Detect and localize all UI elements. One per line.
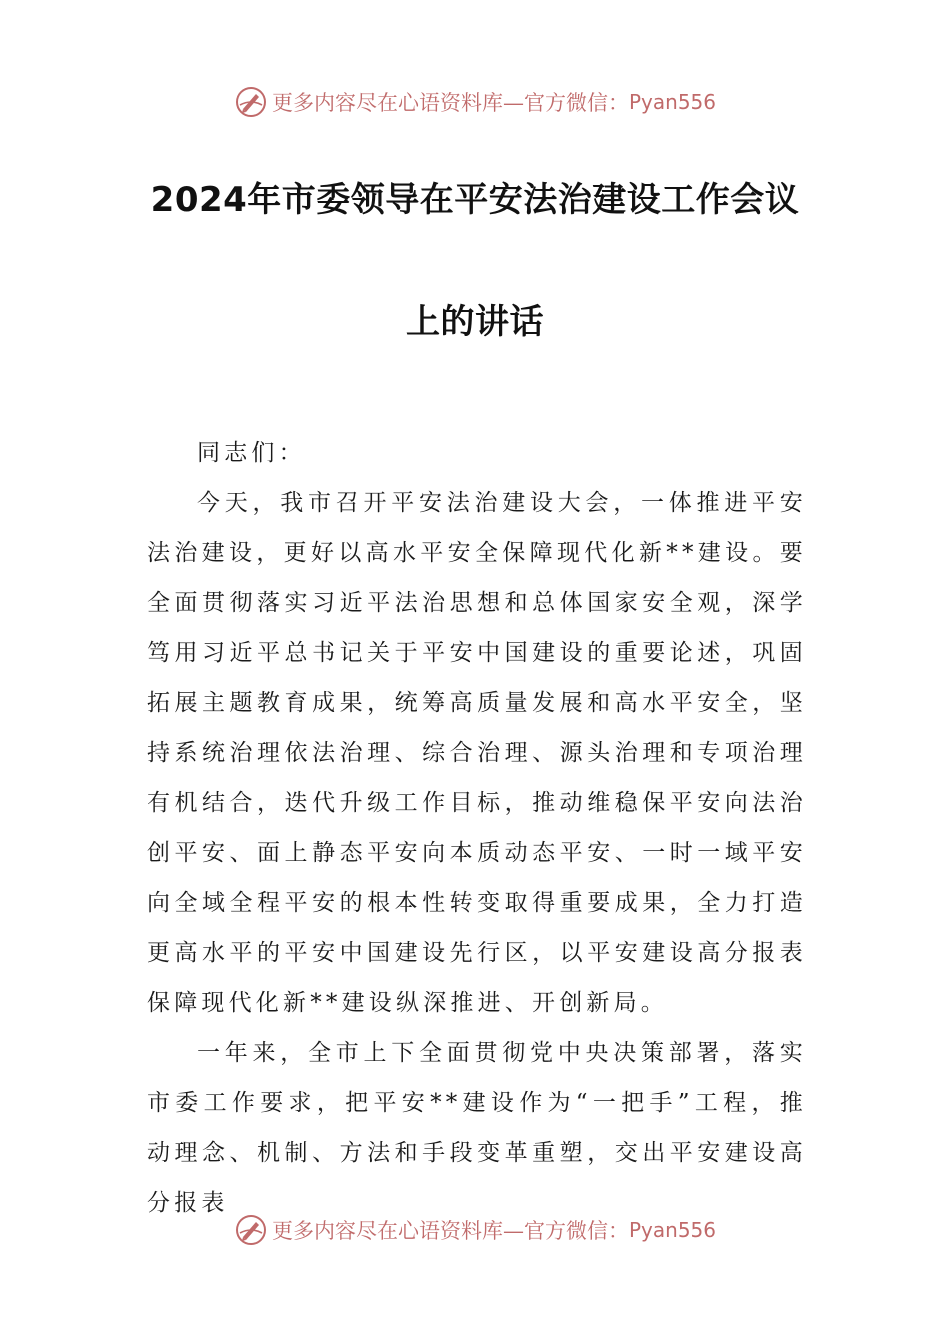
pen-book-logo-icon — [234, 85, 268, 119]
watermark-wechat-id: Pyan556 — [628, 90, 716, 114]
document-title-line-2: 上的讲话 — [406, 302, 544, 342]
watermark-text: 更多内容尽在心语资料库—官方微信： — [271, 91, 629, 115]
watermark-footer — [0, 1210, 950, 1250]
watermark-header — [0, 82, 950, 122]
body-paragraph-1: 今天，我市召开平安法治建设大会，一体推进平安法治建设，更好以高水平安全保障现代化新**建设。要全面贯彻落实习近平法治思想和总体国家安全观，深学笃用习近平总书记关于平安中国建设的重要论述，巩固拓展主题教育成果，统筹高质量发展和高水平安全，坚持系统治理依法治理、综合治理、源头治理和专项治理有机结合，迭代升级工作目标，推动维稳保平安向法治创平安、面上静态平安向本质动态平安、一时一域平安向全域全程平安的根本性转变取得重要成果，全力打造更高水平的平安中国建设先行区，以平安建设高分报表保障现代化新**建设纵深推进、开创新局。 — [147, 490, 807, 1016]
pen-book-logo-icon — [234, 1213, 268, 1247]
watermark-text: 更多内容尽在心语资料库—官方微信： — [271, 1219, 629, 1243]
watermark-wechat-id: Pyan556 — [628, 1218, 716, 1242]
document-body — [147, 428, 807, 1228]
salutation: 同志们： — [197, 440, 306, 466]
document-title-line-1: 2024年市委领导在平安法治建设工作会议 — [150, 180, 800, 220]
body-paragraph-2: 一年来，全市上下全面贯彻党中央决策部署，落实市委工作要求，把平安**建设作为“一把手”工程，推动理念、机制、方法和手段变革重塑，交出平安建设高分报表 — [147, 1040, 807, 1216]
